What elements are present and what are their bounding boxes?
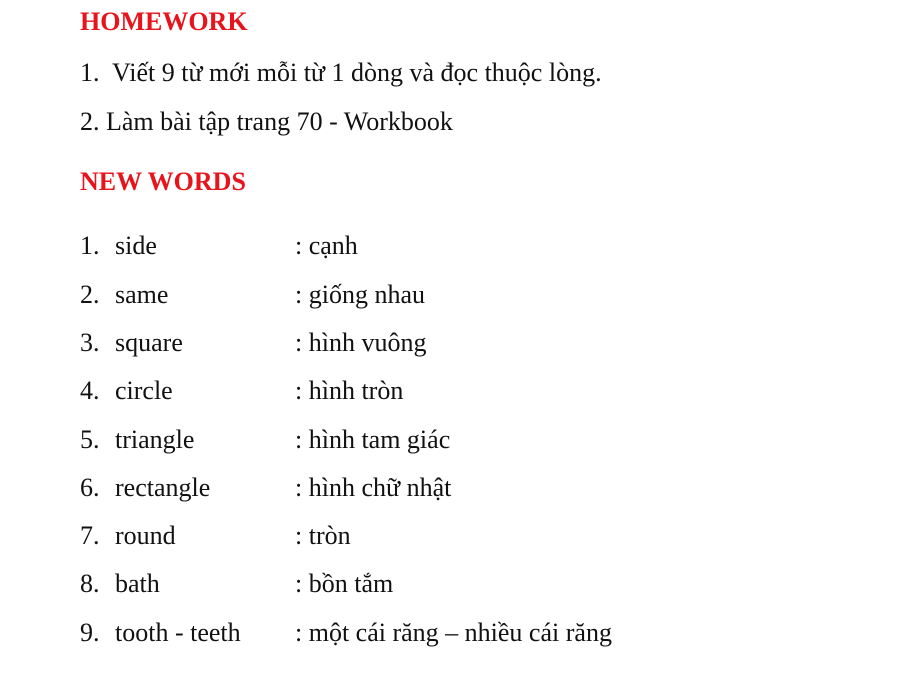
word-row — [80, 280, 840, 310]
word-row — [80, 328, 840, 358]
word-term: round — [115, 521, 176, 550]
word-term: circle — [115, 376, 173, 405]
word-meaning: : bồn tắm — [295, 569, 394, 598]
word-term: side — [115, 231, 157, 260]
homework-item-2 — [80, 107, 453, 137]
word-number: 9. — [80, 618, 100, 647]
word-term: bath — [115, 569, 160, 598]
word-number: 5. — [80, 425, 100, 454]
word-meaning: : cạnh — [295, 231, 358, 260]
word-term: square — [115, 328, 183, 357]
word-row — [80, 618, 840, 648]
homework-heading: HOMEWORK — [80, 7, 248, 36]
word-meaning: : hình tròn — [295, 376, 404, 405]
homework-item-text: Làm bài tập trang 70 - Workbook — [106, 107, 453, 136]
word-row — [80, 376, 840, 406]
word-meaning: : hình vuông — [295, 328, 427, 357]
word-number: 2. — [80, 280, 100, 309]
new-words-heading: NEW WORDS — [80, 167, 246, 196]
word-term: triangle — [115, 425, 195, 454]
word-row — [80, 569, 840, 599]
word-number: 7. — [80, 521, 100, 550]
word-number: 1. — [80, 231, 100, 260]
word-term: rectangle — [115, 473, 211, 502]
word-meaning: : hình chữ nhật — [295, 473, 452, 502]
word-meaning: : một cái răng – nhiều cái răng — [295, 618, 612, 647]
word-row — [80, 231, 840, 261]
word-row — [80, 473, 840, 503]
word-row — [80, 521, 840, 551]
word-number: 3. — [80, 328, 100, 357]
word-number: 6. — [80, 473, 100, 502]
homework-item-text: Viết 9 từ mới mỗi từ 1 dòng và đọc thuộc lòng. — [112, 58, 602, 87]
word-row — [80, 425, 840, 455]
homework-item-1 — [80, 58, 602, 88]
word-meaning: : hình tam giác — [295, 425, 451, 454]
homework-item-number: 2. — [80, 107, 100, 136]
word-term: same — [115, 280, 169, 309]
word-term: tooth - teeth — [115, 618, 241, 647]
homework-item-number: 1. — [80, 58, 100, 87]
word-meaning: : tròn — [295, 521, 351, 550]
word-meaning: : giống nhau — [295, 280, 425, 309]
word-number: 4. — [80, 376, 100, 405]
word-number: 8. — [80, 569, 100, 598]
